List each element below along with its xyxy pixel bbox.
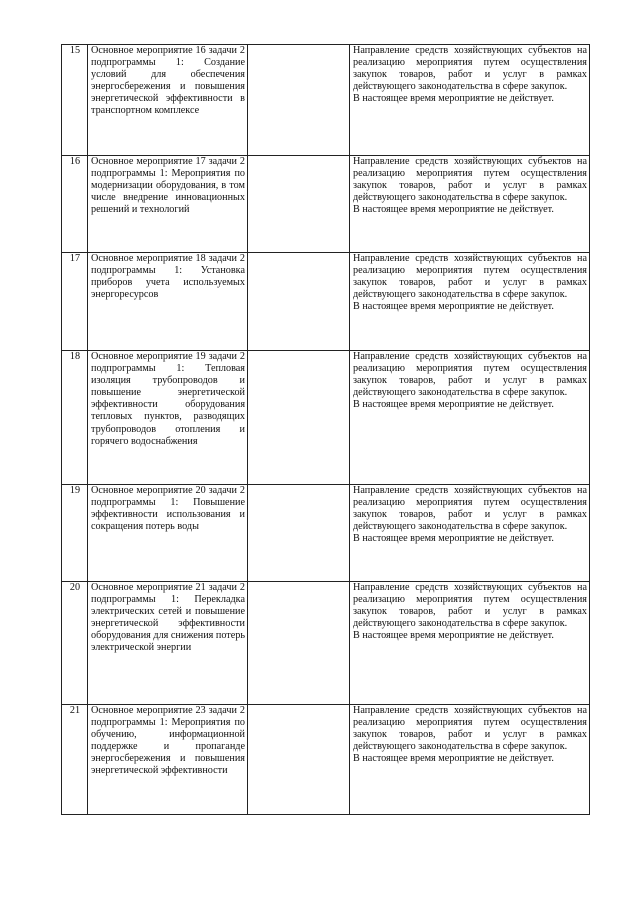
measure-name: Основное мероприятие 17 задачи 2 подпрограммы 1: Мероприятия по модернизации оборудования, в том числе внедрение инновационных решений и технологий xyxy=(88,156,248,253)
table-row xyxy=(62,582,590,705)
empty-cell xyxy=(248,705,350,815)
empty-cell xyxy=(248,156,350,253)
measure-description xyxy=(350,156,590,253)
measure-name: Основное мероприятие 18 задачи 2 подпрограммы 1: Установка приборов учета используемых энергоресурсов xyxy=(88,253,248,351)
empty-cell xyxy=(248,351,350,485)
description-paragraph: Направление средств хозяйствующих субъектов на реализацию мероприятия путем осуществления закупок товаров, работ и услуг в рамках действующего законодательства в сфере закупок. xyxy=(353,351,587,399)
measure-description xyxy=(350,485,590,582)
description-paragraph: Направление средств хозяйствующих субъектов на реализацию мероприятия путем осуществления закупок товаров, работ и услуг в рамках действующего законодательства в сфере закупок. xyxy=(353,156,587,204)
description-paragraph: Направление средств хозяйствующих субъектов на реализацию мероприятия путем осуществления закупок товаров, работ и услуг в рамках действующего законодательства в сфере закупок. xyxy=(353,45,587,93)
measure-description xyxy=(350,45,590,156)
empty-cell xyxy=(248,485,350,582)
measure-name: Основное мероприятие 19 задачи 2 подпрограммы 1: Тепловая изоляция трубопроводов и повышение энергетической эффективности оборудования тепловых пунктов, разводящих трубопроводов отопления и горячего водоснабжения xyxy=(88,351,248,485)
status-paragraph: В настоящее время мероприятие не действует. xyxy=(353,204,554,216)
table-row xyxy=(62,705,590,815)
measure-name: Основное мероприятие 16 задачи 2 подпрограммы 1: Создание условий для обеспечения энергосбережения и повышения энергетической эффективности в транспортном комплексе xyxy=(88,45,248,156)
status-paragraph: В настоящее время мероприятие не действует. xyxy=(353,399,554,411)
measure-name: Основное мероприятие 21 задачи 2 подпрограммы 1: Перекладка электрических сетей и повышение энергетической эффективности оборудования для снижения потерь электрической энергии xyxy=(88,582,248,705)
status-paragraph: В настоящее время мероприятие не действует. xyxy=(353,630,554,642)
status-paragraph: В настоящее время мероприятие не действует. xyxy=(353,753,554,765)
status-paragraph: В настоящее время мероприятие не действует. xyxy=(353,93,554,105)
status-paragraph: В настоящее время мероприятие не действует. xyxy=(353,533,554,545)
table-row xyxy=(62,45,590,156)
row-number: 21 xyxy=(62,705,88,815)
row-number: 15 xyxy=(62,45,88,156)
row-number: 17 xyxy=(62,253,88,351)
measures-table xyxy=(61,44,590,815)
description-paragraph: Направление средств хозяйствующих субъектов на реализацию мероприятия путем осуществления закупок товаров, работ и услуг в рамках действующего законодательства в сфере закупок. xyxy=(353,485,587,533)
description-paragraph: Направление средств хозяйствующих субъектов на реализацию мероприятия путем осуществления закупок товаров, работ и услуг в рамках действующего законодательства в сфере закупок. xyxy=(353,582,587,630)
row-number: 19 xyxy=(62,485,88,582)
measure-description xyxy=(350,351,590,485)
measure-name: Основное мероприятие 20 задачи 2 подпрограммы 1: Повышение эффективности использования и сокращения потерь воды xyxy=(88,485,248,582)
table-row xyxy=(62,156,590,253)
measure-name: Основное мероприятие 23 задачи 2 подпрограммы 1: Мероприятия по обучению, информационной поддержке и пропаганде энергосбережения и повышения энергетической эффективности xyxy=(88,705,248,815)
empty-cell xyxy=(248,45,350,156)
description-paragraph: Направление средств хозяйствующих субъектов на реализацию мероприятия путем осуществления закупок товаров, работ и услуг в рамках действующего законодательства в сфере закупок. xyxy=(353,253,587,301)
table-row xyxy=(62,351,590,485)
table-row xyxy=(62,485,590,582)
empty-cell xyxy=(248,582,350,705)
measure-description xyxy=(350,705,590,815)
measure-description xyxy=(350,582,590,705)
table-row xyxy=(62,253,590,351)
row-number: 20 xyxy=(62,582,88,705)
description-paragraph: Направление средств хозяйствующих субъектов на реализацию мероприятия путем осуществления закупок товаров, работ и услуг в рамках действующего законодательства в сфере закупок. xyxy=(353,705,587,753)
row-number: 16 xyxy=(62,156,88,253)
measure-description xyxy=(350,253,590,351)
row-number: 18 xyxy=(62,351,88,485)
status-paragraph: В настоящее время мероприятие не действует. xyxy=(353,301,554,313)
empty-cell xyxy=(248,253,350,351)
